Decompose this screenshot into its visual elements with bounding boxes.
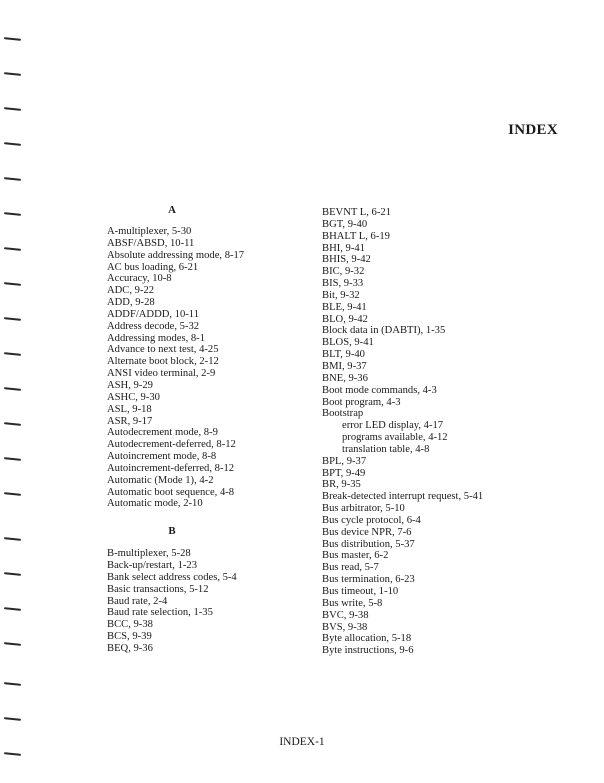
index-entry: Bus cycle protocol, 6-4 — [322, 514, 421, 526]
index-entry: Bootstrap — [322, 408, 364, 420]
index-entry: Absolute addressing mode, 8-17 — [107, 249, 245, 261]
binding-tick — [4, 72, 21, 76]
index-entry: Bus termination, 6-23 — [322, 574, 415, 586]
binding-tick — [4, 107, 21, 111]
index-entry: Automatic (Mode 1), 4-2 — [107, 474, 214, 486]
binding-tick — [4, 492, 21, 496]
index-entry: BHALT L, 6-19 — [322, 230, 390, 242]
index-entry: Bus distribution, 5-37 — [322, 538, 415, 550]
index-entry: Baud rate, 2-4 — [107, 595, 168, 607]
index-entry: Byte instructions, 9-6 — [322, 645, 414, 657]
index-entry: BR, 9-35 — [322, 479, 361, 491]
binding-tick — [4, 387, 21, 391]
entry-list-right-2 — [322, 456, 582, 657]
entry-list-b — [107, 548, 307, 655]
page-title: INDEX — [508, 122, 558, 138]
page-number-footer: INDEX-1 — [279, 736, 325, 748]
index-entry: Byte allocation, 5-18 — [322, 633, 412, 645]
index-entry: BVS, 9-38 — [322, 621, 368, 633]
index-entry: Autoincrement mode, 8-8 — [107, 451, 217, 463]
index-entry: ANSI video terminal, 2-9 — [107, 368, 216, 380]
binding-tick — [4, 682, 21, 686]
index-entry: BPL, 9-37 — [322, 455, 367, 467]
binding-tick — [4, 607, 21, 611]
entry-list-right-1 — [322, 207, 582, 420]
index-entry: BPT, 9-49 — [322, 467, 366, 479]
index-subentry: programs available, 4-12 — [342, 432, 448, 444]
index-column-right — [322, 207, 582, 657]
index-entry: ASL, 9-18 — [107, 403, 152, 415]
index-entry: BCS, 9-39 — [107, 631, 152, 643]
index-entry: Break-detected interrupt request, 5-41 — [322, 491, 484, 503]
binding-tick — [4, 317, 21, 321]
binding-tick — [4, 212, 21, 216]
index-entry: Bus write, 5-8 — [322, 597, 383, 609]
binding-tick — [4, 352, 21, 356]
index-entry: ASR, 9-17 — [107, 415, 153, 427]
binding-tick — [4, 282, 21, 286]
index-subentry: error LED display, 4-17 — [342, 420, 444, 432]
binding-tick — [4, 537, 21, 541]
index-entry: Bus master, 6-2 — [322, 550, 389, 562]
binding-tick — [4, 142, 21, 146]
index-entry: Accuracy, 10-8 — [107, 273, 172, 285]
binding-tick — [4, 572, 21, 576]
index-entry: BGT, 9-40 — [322, 218, 368, 230]
index-entry: Addressing modes, 8-1 — [107, 332, 205, 344]
index-entry: ASH, 9-29 — [107, 379, 153, 391]
index-entry: Automatic mode, 2-10 — [107, 498, 203, 510]
binding-tick — [4, 177, 21, 181]
index-entry: Advance to next test, 4-25 — [107, 344, 219, 356]
index-entry: BEQ, 9-36 — [107, 643, 153, 654]
index-entry: Autodecrement mode, 8-9 — [107, 427, 218, 439]
index-entry: BHI, 9-41 — [322, 242, 365, 254]
binding-tick-marks — [0, 0, 30, 783]
index-entry: BMI, 9-37 — [322, 360, 367, 372]
index-entry: BIS, 9-33 — [322, 278, 364, 290]
entry-list-a — [107, 226, 307, 510]
binding-tick — [4, 717, 21, 721]
index-entry: Boot mode commands, 4-3 — [322, 384, 437, 396]
index-entry: ASHC, 9-30 — [107, 391, 160, 403]
index-entry: BLOS, 9-41 — [322, 337, 374, 349]
index-entry: ADDF/ADDD, 10-11 — [107, 308, 200, 320]
index-entry: BEVNT L, 6-21 — [322, 207, 391, 218]
index-entry: AC bus loading, 6-21 — [107, 261, 199, 273]
index-entry: Block data in (DABTI), 1-35 — [322, 325, 446, 337]
index-entry: Address decode, 5-32 — [107, 320, 200, 332]
binding-tick — [4, 247, 21, 251]
index-entry: B-multiplexer, 5-28 — [107, 548, 191, 560]
index-subentry: translation table, 4-8 — [342, 443, 430, 455]
letter-heading-a: A — [168, 204, 176, 216]
index-entry: Autoincrement-deferred, 8-12 — [107, 462, 235, 474]
index-entry: Bank select address codes, 5-4 — [107, 571, 237, 583]
index-entry: BLT, 9-40 — [322, 349, 365, 361]
index-entry: Bus timeout, 1-10 — [322, 586, 399, 597]
index-entry: Baud rate selection, 1-35 — [107, 607, 213, 619]
index-entry: A-multiplexer, 5-30 — [107, 226, 192, 237]
index-entry: BIC, 9-32 — [322, 266, 365, 278]
index-entry: Boot program, 4-3 — [322, 396, 401, 408]
index-entry: BLO, 9-42 — [322, 313, 368, 325]
index-entry: ADC, 9-22 — [107, 285, 155, 297]
index-entry: Bus device NPR, 7-6 — [322, 526, 412, 538]
index-column-left — [107, 205, 307, 655]
binding-tick — [4, 457, 21, 461]
index-entry: Basic transactions, 5-12 — [107, 583, 209, 595]
binding-tick — [4, 642, 21, 646]
index-entry: BVC, 9-38 — [322, 609, 369, 621]
index-entry: ADD, 9-28 — [107, 297, 155, 309]
index-entry: BCC, 9-38 — [107, 619, 153, 631]
index-entry: ABSF/ABSD, 10-11 — [107, 237, 195, 249]
index-entry: Bus read, 5-7 — [322, 562, 379, 574]
letter-heading-b: B — [168, 525, 176, 538]
index-entry: Bit, 9-32 — [322, 289, 360, 301]
binding-tick — [4, 37, 21, 41]
index-entry: Automatic boot sequence, 4-8 — [107, 486, 235, 498]
binding-tick — [4, 752, 21, 756]
index-entry: Bus arbitrator, 5-10 — [322, 503, 405, 515]
binding-tick — [4, 422, 21, 426]
index-entry: BHIS, 9-42 — [322, 254, 371, 266]
index-entry: Autodecrement-deferred, 8-12 — [107, 439, 236, 451]
index-entry: BNE, 9-36 — [322, 372, 368, 384]
index-entry: Back-up/restart, 1-23 — [107, 560, 198, 572]
index-entry: Alternate boot block, 2-12 — [107, 356, 219, 368]
entry-list-bootstrap-sub — [322, 420, 582, 456]
index-entry: BLE, 9-41 — [322, 301, 367, 313]
